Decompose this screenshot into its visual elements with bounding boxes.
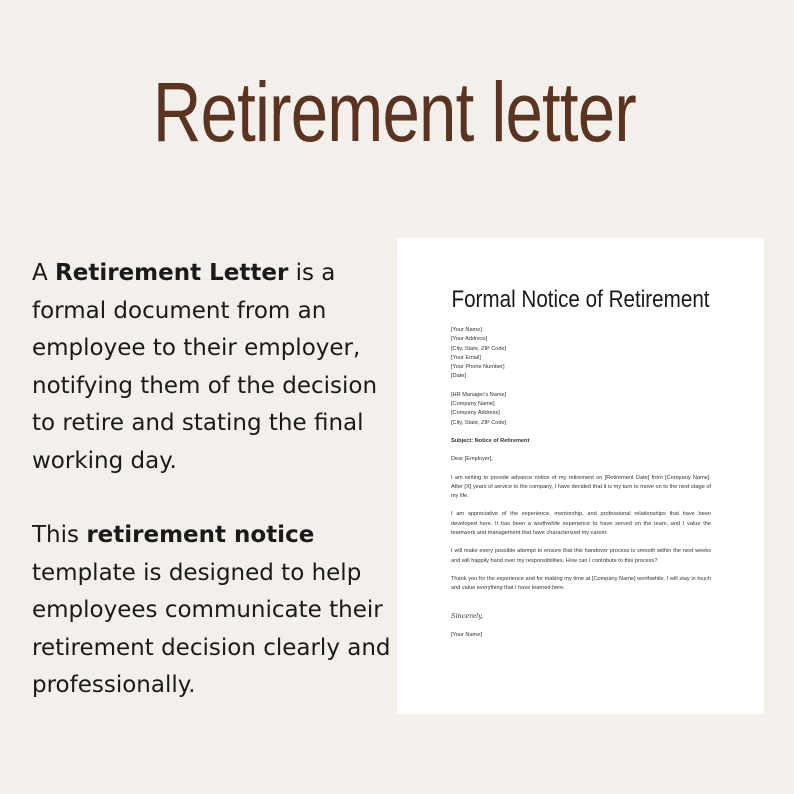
letter-paragraph: Thank you for the experience and for making my time at [Company Name] worthwhile. I will stay in touch and value everything that I have learned here. — [451, 575, 711, 592]
intro-p2-post: template is designed to help employees communicate their retirement decision clearly and professionally. — [32, 559, 391, 698]
recipient-line: [HR Manager's Name] — [451, 391, 507, 398]
page-title: Retirement letter — [152, 65, 636, 159]
intro-p1-bold: Retirement Letter — [55, 260, 289, 286]
letter-preview — [397, 238, 764, 714]
intro-paragraph-1 — [32, 255, 402, 480]
intro-p2-pre: This — [32, 522, 87, 548]
intro-p1-post: is a formal document from an employee to their employer, notifying them of the decision to retire and stating the final working day. — [32, 260, 378, 474]
sender-line: [Your Phone Number] — [451, 364, 505, 371]
sender-line: [Your Email] — [451, 354, 481, 361]
letter-paragraph: I am writing to provide advance notice of my retirement on [Retirement Date] from [Company Name]. After [X] years of service to the company, I have decided that it is my turn to move on to the next stage of my life. — [451, 474, 711, 500]
intro-p2-bold: retirement notice — [86, 522, 315, 548]
recipient-line: [Company Address] — [451, 410, 500, 417]
sender-line: [Date] — [451, 373, 466, 380]
letter-salutation: Dear [Employer], — [451, 456, 493, 463]
intro-p1-pre: A — [32, 260, 56, 286]
letter-body — [451, 326, 711, 640]
intro-text — [32, 255, 402, 705]
letter-closing: Sincerely, — [451, 611, 484, 620]
sender-line: [City, State, ZIP Code] — [451, 345, 507, 352]
letter-paragraph: I am appreciative of the experience, mentorship, and professional relationships that have been developed here. It has been a worthwhile experience to have served on the team, and I value the teamwork and management that have characterized my career. — [451, 511, 711, 537]
letter-title: Formal Notice of Retirement — [451, 286, 710, 313]
recipient-line: [City, State, ZIP Code] — [451, 419, 507, 426]
recipient-line: [Company Name] — [451, 401, 495, 408]
recipient-block — [451, 391, 711, 428]
sender-block — [451, 326, 711, 382]
letter-subject: Subject: Notice of Retirement — [451, 437, 530, 444]
letter-paragraph: I will make every possible attempt to ensure that this handover process is smooth within the next weeks and will happily hand over my responsibilities. How can I contribute to this process? — [451, 548, 711, 564]
sender-line: [Your Address] — [451, 336, 488, 343]
letter-signature: [Your Name] — [451, 631, 482, 638]
intro-paragraph-2 — [32, 517, 402, 705]
sender-line: [Your Name] — [451, 327, 482, 333]
